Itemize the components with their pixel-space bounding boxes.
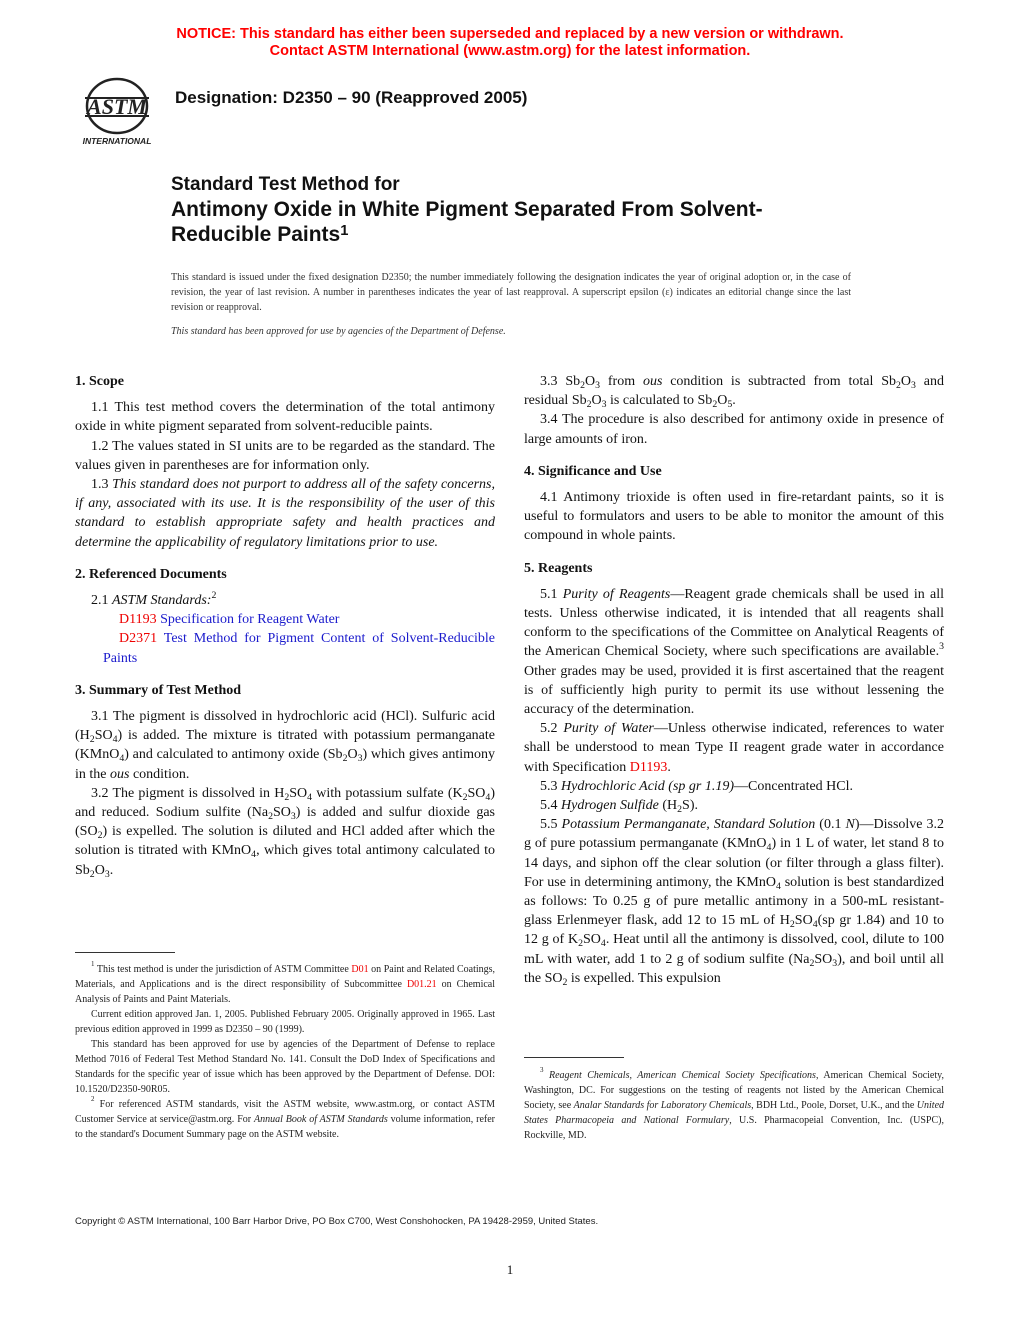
section-heading-reagents: 5. Reagents (524, 560, 593, 576)
section-heading-referenced-documents: 2. Referenced Documents (75, 566, 227, 582)
paragraph-5-4: 5.4 Hydrogen Sulfide $(H_2S)$. (540, 798, 698, 816)
footnote-rule-right (524, 1057, 624, 1058)
astm-logo-icon (72, 76, 162, 148)
footnote-2: $^2$ For referenced ASTM standards, visit the ASTM website, www.astm.org, or contact ASTM Customer Service at service@astm.org. For Annual Book of ASTM Standards volume information, refer to the standard's Document Summary page on the ASTM website. (75, 1095, 495, 1140)
left-column (75, 372, 495, 880)
paragraph-5-3: 5.3 Hydrochloric Acid (sp gr 1.19)—Concentrated HCl. (540, 778, 854, 794)
footnote-edition: Current edition approved Jan. 1, 2005. Published February 2005. Originally approved in 1965. Last previous edition approved in 1999 as D2350 – 90 (1999). (75, 1009, 495, 1035)
page-number: 1 (506, 1262, 514, 1277)
astm-logo (72, 76, 162, 148)
notice-line-1: NOTICE: This standard has either been superseded and replaced by a new version or withdrawn. (176, 26, 844, 42)
paragraph-3-2: 3.2 The pigment is dissolved in $H_2SO_4$ with potassium sulfate $(K_2SO_4)$ and reduced. Sodium sulfite $(Na_2SO_3)$ is added and sulfur dioxide gas $(SO_2)$ is expelled. The solution is diluted and HCl added after which the solution is titrated with KMnO$_4$, which gives total antimony calculated to $Sb_2O_3$. (75, 785, 495, 880)
link-d1193[interactable]: D1193 (629, 759, 668, 775)
document-title (171, 173, 871, 247)
paragraph-3-4: 3.4 The procedure is also described for antimony oxide in presence of large amounts of iron. (524, 412, 944, 447)
section-heading-summary: 3. Summary of Test Method (75, 682, 242, 698)
footnote-rule-left (75, 952, 175, 953)
title-line-1: Standard Test Method for (171, 174, 400, 195)
paragraph-1-1: 1.1 This test method covers the determination of the total antimony oxide in white pigment separated from solvent-reducible paints. (75, 400, 495, 435)
copyright-line: Copyright © ASTM International, 100 Barr Harbor Drive, PO Box C700, West Conshohocken, PA 19428-2959, United States. (75, 1216, 599, 1227)
link-d01-21[interactable]: D01.21 (406, 979, 437, 990)
section-heading-scope: 1. Scope (75, 374, 124, 389)
section-heading-significance: 4. Significance and Use (524, 463, 662, 479)
reference-d1193[interactable]: D1193 Specification for Reagent Water (119, 612, 340, 628)
logo-text: ASTM (87, 94, 147, 119)
paragraph-5-2: 5.2 Purity of Water—Unless otherwise indicated, references to water shall be understood to mean Type II reagent grade water in accordance with Specification D1193. (524, 721, 944, 775)
link-d01[interactable]: D01 (351, 964, 369, 975)
reference-d2371[interactable]: D2371 Test Method for Pigment Content of Solvent-Reducible Paints (103, 631, 495, 666)
paragraph-3-3: 3.3 $Sb_2O_3$ from ous condition is subtracted from total $Sb_2O_3$ and residual $Sb_2O_3$ is calculated to $Sb_2O_5$. (524, 374, 944, 411)
footnotes-left (75, 962, 495, 1142)
paragraph-1-3: 1.3 This standard does not purport to address all of the safety concerns, if any, associated with its use. It is the responsibility of the user of this standard to establish appropriate safety and health practices and determine the applicability of regulatory limitations prior to use. (75, 477, 496, 550)
title-line-2: Antimony Oxide in White Pigment Separated From Solvent- (171, 198, 763, 221)
paragraph-5-1: 5.1 Purity of Reagents—Reagent grade chemicals shall be used in all tests. Unless otherwise indicated, it is intended that all reagents shall conform to the specifications of the Committee on Analytical Reagents of the American Chemical Society, where such specifications are available.$^3$ Other grades may be used, provided it is first ascertained that the reagent is of sufficiently high purity to permit its use without lessening the accuracy of the determination. (524, 586, 945, 718)
logo-subtext: INTERNATIONAL (82, 136, 152, 146)
paragraph-4-1: 4.1 Antimony trioxide is often used in fire-retardant paints, so it is useful to formulators and users to be able to monitor the amount of this compound in whole paints. (524, 490, 944, 544)
paragraph-2-1: 2.1 ASTM Standards:$^2$ (91, 590, 217, 609)
designation: Designation: D2350 – 90 (Reapproved 2005) (175, 88, 528, 107)
issuance-statement: This standard is issued under the fixed designation D2350; the number immediately following the designation indicates the year of original adoption or, in the case of revision, the year of last revision. A number in parentheses indicates the year of last reapproval. A superscript epsilon (ε) indicates an editorial change since the last revision or reapproval. (171, 272, 851, 313)
withdrawal-notice (0, 26, 1020, 60)
paragraph-5-5: 5.5 Potassium Permanganate, Standard Solution (0.1 N)—Dissolve 3.2 g of pure potassium permanganate (KMnO$_4$) in 1 L of water, let stand 8 to 14 days, and siphon off the clear solution (or filter through a glass filter). For use in determining antimony, the KMnO$_4$ solution is best standardized as follows: To 0.25 g of pure metallic antimony in a 500-mL resistant-glass Erlenmeyer flask, add 12 to 15 mL of $H_2SO_4(sp$ gr 1.84) and 10 to 12 g of $K_2SO_4$. Heat until all the antimony is dissolved, cool, dilute to 100 mL with water, add 1 to 2 g of sodium sulfite $(Na_2SO_3)$, and boil until all the $SO_2$ is expelled. This expulsion (524, 817, 944, 988)
footnote-dod: This standard has been approved for use by agencies of the Department of Defense to replace Method 7016 of Federal Test Method Standard No. 141. Consult the DoD Index of Specifications and Standards for the specific year of issue which has been approved by the Department of Defense. DOI: 10.1520/D2350-90R05. (75, 1039, 495, 1095)
dod-approval-note: This standard has been approved for use by agencies of the Department of Defense. (171, 326, 506, 337)
footnotes-right (524, 1068, 944, 1143)
right-column (524, 372, 944, 988)
footnote-3: $^3$ Reagent Chemicals, American Chemical Society Specifications, American Chemical Society, Washington, DC. For suggestions on the testing of reagents not listed by the American Chemical Society, see Analar Standards for Laboratory Chemicals, BDH Ltd., Poole, Dorset, U.K., and the United States Pharmacopeia and National Formulary, U.S. Pharmacopeial Convention, Inc. (USPC), Rockville, MD. (524, 1066, 945, 1141)
paragraph-3-1: 3.1 The pigment is dissolved in hydrochloric acid (HCl). Sulfuric acid $(H_2SO_4)$ is added. The mixture is titrated with potassium permanganate (KMnO$_4$) and calculated to antimony oxide $(Sb_2O_3)$ which gives antimony in the ous condition. (75, 709, 495, 782)
title-line-3: Reducible Paints$^1$ (171, 223, 349, 246)
notice-line-2: Contact ASTM International (www.astm.org) for the latest information. (269, 43, 751, 59)
footnote-1: $^1$ This test method is under the jurisdiction of ASTM Committee D01 on Paint and Related Coatings, Materials, and Applications and is the direct responsibility of Subcommittee D01.21 on Chemical Analysis of Paints and Paint Materials. (75, 960, 496, 1005)
paragraph-1-2: 1.2 The values stated in SI units are to be regarded as the standard. The values given in parentheses are for information only. (75, 438, 495, 473)
